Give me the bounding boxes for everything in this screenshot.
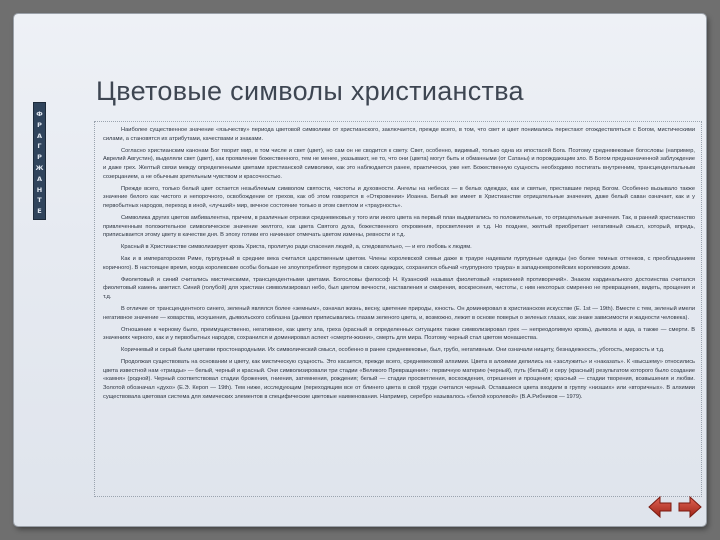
side-tab-letter: А — [36, 131, 43, 140]
side-tab-letter: Ж — [35, 163, 44, 172]
previous-slide-button[interactable] — [646, 494, 674, 520]
side-tab-fragment — [33, 102, 46, 220]
side-tab-letter: Т — [37, 196, 42, 205]
side-tab-letter: А — [36, 174, 43, 183]
paragraph: Символика других цветов амбивалентна, причем, в различные отрезки средневековья у того или иного цвета на первый план выдвигались то положительные, то отрицательные значения. Так, в ранний христианство привлеченным положительное символическое значение желтого, как цвета Святого духа, божественного откровения, просветления и т.д. Но позднее, желтый приобретает негативный смысл, который, впредь, приписывается этому цвету в качестве дня. В эпоху готики его начинают отмечать цветом измены, ревности и т.д. — [103, 214, 695, 239]
paragraph: Наиболее существенное значение «язычеству» периода цветовой символики от христианского, заключается, прежде всего, в том, что свет и цвет понимались перестают отождествляться с Богом, мистическими силами, а становятся их атрибутами, качествами и знаками. — [103, 127, 695, 142]
arrow-right-icon — [676, 494, 704, 520]
paragraph: Красный в Христианстве символизирует кровь Христа, пролитую ради спасения людей, а, следовательно, — и его любовь к людям. — [121, 244, 472, 251]
next-slide-button[interactable] — [676, 494, 704, 520]
paragraph: Отношение к черному было, преимущественно, негативное, как цвету зла, греха (красный в определенных ситуациях также символизировал грех — непреодолимую кровь), дьявола и ада, а также — смерти. В значениях черного, как и у первобытных народов, сохранился и доминировал аспект «смерти-жизни», смерть для мира. Поэтому черный стал цветом монашества. — [103, 326, 695, 342]
side-tab-letter: Г — [37, 142, 42, 151]
paragraph: В отличие от трансцендентного синего, зеленый являлся более «земным», означал жизнь, весну, цветение природы, юность. Он доминировал в христианском искусстве (Е. 1st — 19th). Вместе с тем, зеленый имели негативное значение — коварства, искушения, дьявольского соблазна (дьявол приписывались глазам зеленого цвета, и, возможно, лежит в основе поверья о зеленых глазах, как знаке зависимости и жадности человека). — [103, 305, 695, 321]
body-text-box — [94, 121, 702, 497]
side-tab-letter: Н — [36, 185, 43, 194]
side-tab-letter: Ф — [36, 110, 43, 118]
paragraph: Фиолетовый и синий считались мистическими, трансцендентными цветами. Богословы философ Н. Кузанский называл фиолетовый «гармонией противоречий». Знаком кардинального достоинства считался фиолетовый камень аметист. Синий (голубой) для христиан символизировал небо, был цветом вечности, наставления и смирения, воскресения, чистоты, с ним некоторых смиренно не превращения, видеть, прощения и т.д. — [103, 276, 695, 301]
slide-title: Цветовые символы христианства — [96, 76, 524, 106]
side-tab-letter: Е — [37, 207, 42, 216]
paragraph: Прежде всего, только белый цвет остается незыблемым символом святости, чистоты и духовности. Ангелы на небесах — в белых одеждах, как и святые, преставшие перед Богом. Особенно вызывало также значение белого как чистого и непорочного, освобождение от грехов, как об этом говорится в «Откровении» Иоанна. Белый же имеет в Христианстве отрицательные значения, даже белый саван означает, как и у первобытных народов, переход в иной, «лучший» мир, вечное состояние только в этом светлом и «траурность». — [103, 185, 695, 209]
side-tab-letter: Р — [37, 120, 42, 129]
paragraph: Коричневый и серый были цветами простонародными. Их символический смысл, особенно в ранее средневековье, был, грубо, негативным. Они означали нищету, безнадежность, убогость, мерзость и т.д. — [121, 347, 665, 354]
presentation-slide — [14, 14, 706, 526]
paragraph: Как и в императорском Риме, пурпурный в средние века считался царственным цветом. Члены королевской семьи даже в трауре надевали пурпурные одежды (но более темных оттенков, с преобладанием коричного). В настоящее время, когда королевские особы больше не злоупотребляют пурпуром в своих одеждах, сохранился обычай «пурпурного траура» в западноевропейских королевских домах. — [103, 256, 695, 271]
paragraph: Продолжая существовать на основании и цвету, как мистическую сущность. Это касается, прежде всего, средневековой алхимии. Цвета в алхимии делились на «заслужить» и «наказать». К «высшему» относились цвета известной нам «триады» — белый, черный и красный. Они символизировали три стадии «Великого Превращения»: первичную материю (черный), путь (белый) и серу (красный) результатом которого было создание «камня» (родной). Черный соответствовал стадии брожения, гниения, затемнения, рождения; белый — стадии просветления, восхождения, отрешения и прощения; красный — стадии творения, возвышения и любви. Золотой обозначал «духо» (Е.Э. Кероп — 19th). Тем ниже, исследующим (переходящим все от блинего цвета в свой труде считался черный. Оставшиеся цвета входили в группу «низших» или «вторичных». В алхимии существовала цветовая система для химических элементов в специфические цветовые наименования. Например, серебро называлось «белой королевой» (В.А.Рибников — 1979). — [103, 359, 695, 400]
side-tab-letter: Р — [37, 153, 42, 162]
arrow-left-icon — [646, 494, 674, 520]
paragraph: Согласно христианским канонам Бог творит мир, в том числе и свет (цвет), но сам он не сводится к свету. Свет, особенно, видимый, только одна из ипостасей Бога. Поэтому средневековые богословы (например, Аврелий Августин), выделяли свет (цвет), как проявление божественного, тем не менее, указывают, не то, что они (цвета) могут быть и обманными (от Сатаны) и порождающим зло. В Богом предназначенной заблуждение и даже грех. Желтый связи между определенными цветами христианской символики, как это наблюдается ранее, практически, уже нет. Божественную сущность необходимо постигать внутренним, трансцендентальным созерцанием, а не обычным зрительным чувством и красочностью. — [103, 147, 695, 180]
